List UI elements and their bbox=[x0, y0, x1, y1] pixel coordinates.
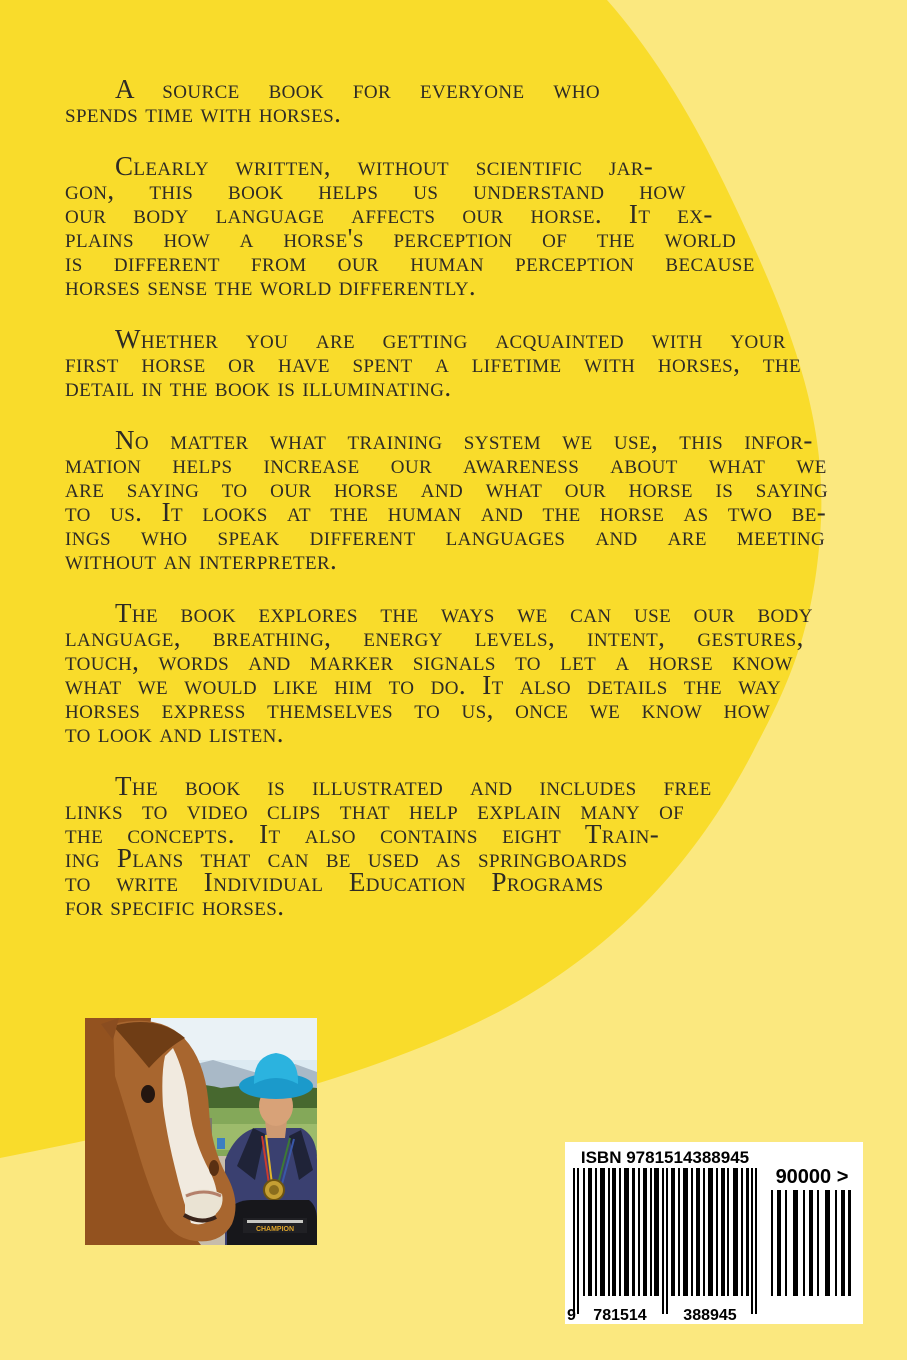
price-code: 90000 > bbox=[775, 1166, 849, 1188]
blurb-line: detail in the book is illuminating. bbox=[65, 372, 452, 402]
woman-medal-center bbox=[269, 1185, 279, 1195]
blurb-line: language, breathing, energy levels, intent, gestures, bbox=[65, 622, 804, 652]
blurb-line: first horse or have spent a lifetime with horses, the bbox=[65, 348, 801, 378]
bag-label-topline bbox=[247, 1220, 303, 1223]
blurb-line: links to video clips that help explain many of bbox=[65, 795, 685, 825]
blurb-line: are saying to our horse and what our horse is saying bbox=[65, 473, 829, 503]
blurb-line: touch, words and marker signals to let a horse know bbox=[65, 646, 793, 676]
blurb-line: The book explores the ways we can use our body bbox=[115, 598, 813, 628]
blurb-line: The book is illustrated and includes free bbox=[115, 771, 712, 801]
blurb-line: to us. It looks at the human and the horse as two be- bbox=[65, 497, 827, 527]
blurb-text bbox=[65, 74, 842, 957]
barcode-digit-right: 388945 bbox=[683, 1307, 737, 1324]
blurb-line: mation helps increase our awareness about what we bbox=[65, 449, 827, 479]
blurb-line: No matter what training system we use, this infor- bbox=[115, 425, 813, 455]
horse-eye bbox=[141, 1085, 155, 1103]
blurb-line: what we would like him to do. It also details the way bbox=[65, 670, 781, 700]
blurb-line: ings who speak different languages and are meeting bbox=[65, 521, 826, 551]
blurb-line: horses express themselves to us, once we know how bbox=[65, 694, 771, 724]
blurb-line: to look and listen. bbox=[65, 718, 284, 748]
barcode-box bbox=[565, 1142, 863, 1324]
bag-champion-text: CHAMPION bbox=[255, 1226, 295, 1233]
blurb-line: A source book for everyone who bbox=[115, 74, 600, 104]
barcode-digit-mid: 781514 bbox=[593, 1307, 647, 1324]
blurb-line: is different from our human perception because bbox=[65, 247, 755, 277]
blurb-line: gon, this book helps us understand how bbox=[65, 175, 686, 205]
blurb-line: the concepts. It also contains eight Train- bbox=[65, 819, 660, 849]
blurb-line: horses sense the world differently. bbox=[65, 271, 477, 301]
blurb-line: Whether you are getting acquainted with your bbox=[115, 324, 786, 354]
blurb-paragraph bbox=[65, 425, 842, 575]
isbn-label: ISBN 9781514388945 bbox=[580, 1148, 750, 1167]
blurb-line: to write Individual Education Programs bbox=[65, 867, 604, 897]
blurb-line: ing Plans that can be used as springboards bbox=[65, 843, 628, 873]
blurb-line: Clearly written, without scientific jar- bbox=[115, 151, 654, 181]
blurb-line: our body language affects our horse. It ex- bbox=[65, 199, 713, 229]
horse-nostril bbox=[209, 1160, 219, 1176]
blurb-line: spends time with horses. bbox=[65, 98, 342, 128]
blurb-line: plains how a horse's perception of the world bbox=[65, 223, 737, 253]
blurb-line: for specific horses. bbox=[65, 891, 285, 921]
blurb-line: without an interpreter. bbox=[65, 545, 338, 575]
barcode-digit-left: 9 bbox=[567, 1307, 576, 1324]
author-horse-photo bbox=[85, 1018, 317, 1245]
blurb-paragraph bbox=[65, 598, 842, 748]
photo-blue-barrel bbox=[217, 1138, 225, 1149]
